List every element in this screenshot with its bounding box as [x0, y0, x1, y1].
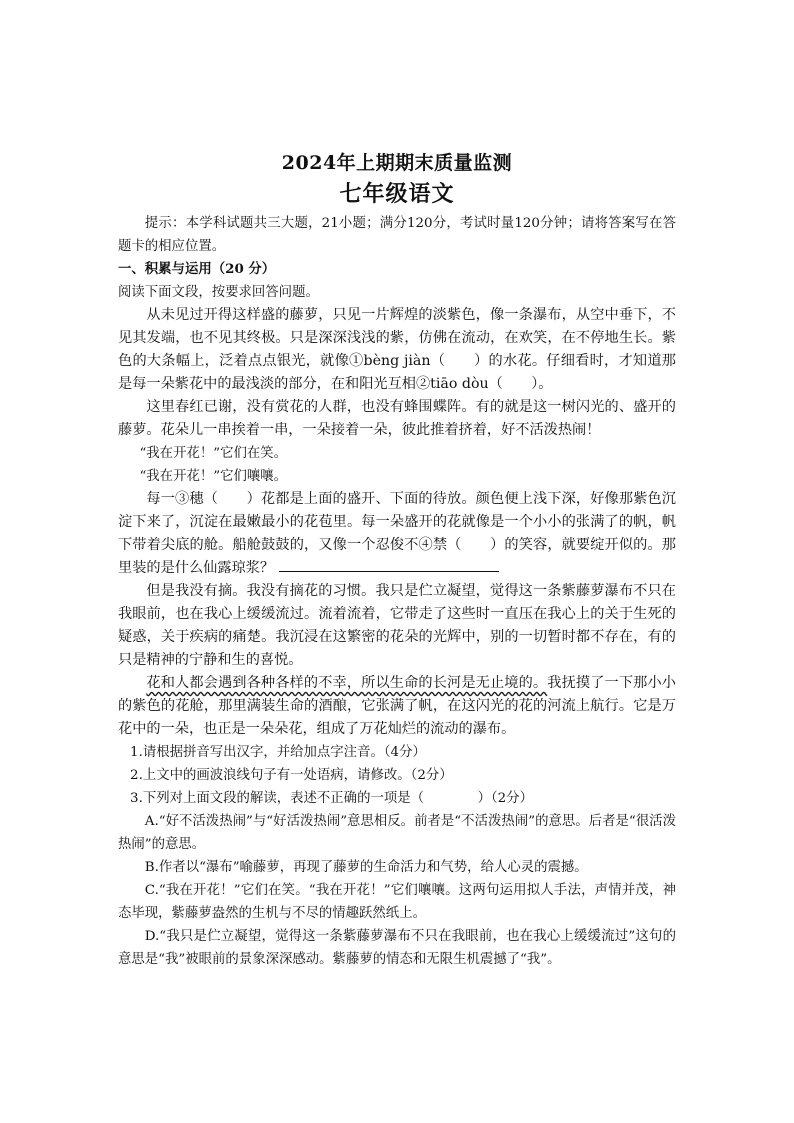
exam-page	[118, 150, 676, 971]
option-b: B.作者以“瀑布”喻藤萝，再现了藤萝的生命活力和气势，给人心灵的震撼。	[144, 860, 588, 875]
option-a: A.“好不活泼热闹”与“好活泼热闹”意思相反。前者是“不活泼热闹”的意思。后者是“很活泼热闹”的意思。	[118, 814, 676, 852]
exam-title: 2024年上期期末质量监测	[281, 152, 513, 174]
option-c: C.“我在开花！”它们在笑。“我在开花！”它们嚷嚷。这两句运用拟人手法，声情并茂，神态毕现，紫藤萝盎然的生机与不尽的情趣跃然纸上。	[118, 883, 676, 921]
passage-paragraph-5	[118, 488, 676, 580]
passage-paragraph-6: 但是我没有摘。我没有摘花的习惯。我只是伫立凝望，觉得这一条紫藤萝瀑布不只在我眼前，也在我心上缓缓流过。流着流着，它带走了这些时一直压在我心上的关于生死的疑惑，关于疾病的痛楚。我沉浸在这繁密的花朵的光辉中，别的一切暂时都不存在，有的只是精神的宁静和生的喜悦。	[118, 583, 676, 668]
passage-paragraph-5-text: 每一③穗（ ）花都是上面的盛开、下面的待放。颜色便上浅下深，好像那紫色沉淀下来了，沉淀在最嫩最小的花苞里。每一朵盛开的花就像是一个小小的张满了的帆，帆下带着尖底的舱。船舱鼓鼓的，又像一个忍俊不④禁（ ）的笑容，就要绽开似的。那里装的是什么仙露琼浆？	[118, 491, 676, 576]
passage-paragraph-1: 从未见过开得这样盛的藤萝，只见一片辉煌的淡紫色，像一条瀑布，从空中垂下，不见其发端，也不见其终极。只是深深浅浅的紫，仿佛在流动，在欢笑，在不停地生长。紫色的大条幅上，泛着点点银光，就像①bèng jiàn（ ）的水花。仔细看时，才知道那是每一朵紫花中的最浅淡的部分，在和阳光互相②tiāo dòu（ ）。	[118, 307, 676, 392]
question-1: 1.请根据拼音写出汉字，并给加点字注音。（4分）	[130, 745, 426, 760]
passage-quote-2: “我在开花！”它们嚷嚷。	[139, 469, 288, 484]
passage-paragraph-7	[118, 672, 676, 741]
exam-notice: 提示：本学科试题共三大题，21小题；满分120分，考试时量120分钟；请将答案写在答题卡的相应位置。	[118, 216, 676, 254]
exam-subject: 七年级语文	[339, 181, 455, 207]
answer-blank-line	[279, 557, 499, 572]
section-instruction: 阅读下面文段，按要求回答问题。	[118, 285, 319, 300]
passage-quote-1: “我在开花！”它们在笑。	[139, 446, 288, 461]
passage-paragraph-2: 这里春红已谢，没有赏花的人群，也没有蜂围蝶阵。有的就是这一树闪光的、盛开的藤萝。花朵儿一串挨着一串，一朵接着一朵，彼此推着挤着，好不活泼热闹！	[118, 399, 676, 438]
passage-paragraph-7-rest: 我抚摸了一下那小小的紫色的花舱，那里满装生命的酒酿，它张满了帆，在这闪光的花的河流上航行。它是万花中的一朵，也正是一朵朵花，组成了万花灿烂的流动的瀑布。	[118, 675, 676, 737]
section-heading: 一、积累与运用（20 分）	[118, 261, 276, 277]
question-2: 2.上文中的画波浪线句子有一处语病，请修改。（2分）	[130, 768, 453, 783]
question-3: 3.下列对上面文段的解读，表述不正确的一项是（ ）（2分）	[130, 791, 533, 806]
option-d: D.“我只是伫立凝望，觉得这一条紫藤萝瀑布不只在我眼前，也在我心上缓缓流过”这句的意思是“我”被眼前的景象深深感动。紫藤萝的情态和无限生机震撼了“我”。	[118, 929, 676, 967]
wavy-underlined-sentence: 花和人都会遇到各种各样的不幸，所以生命的长河是无止境的。	[146, 675, 548, 691]
